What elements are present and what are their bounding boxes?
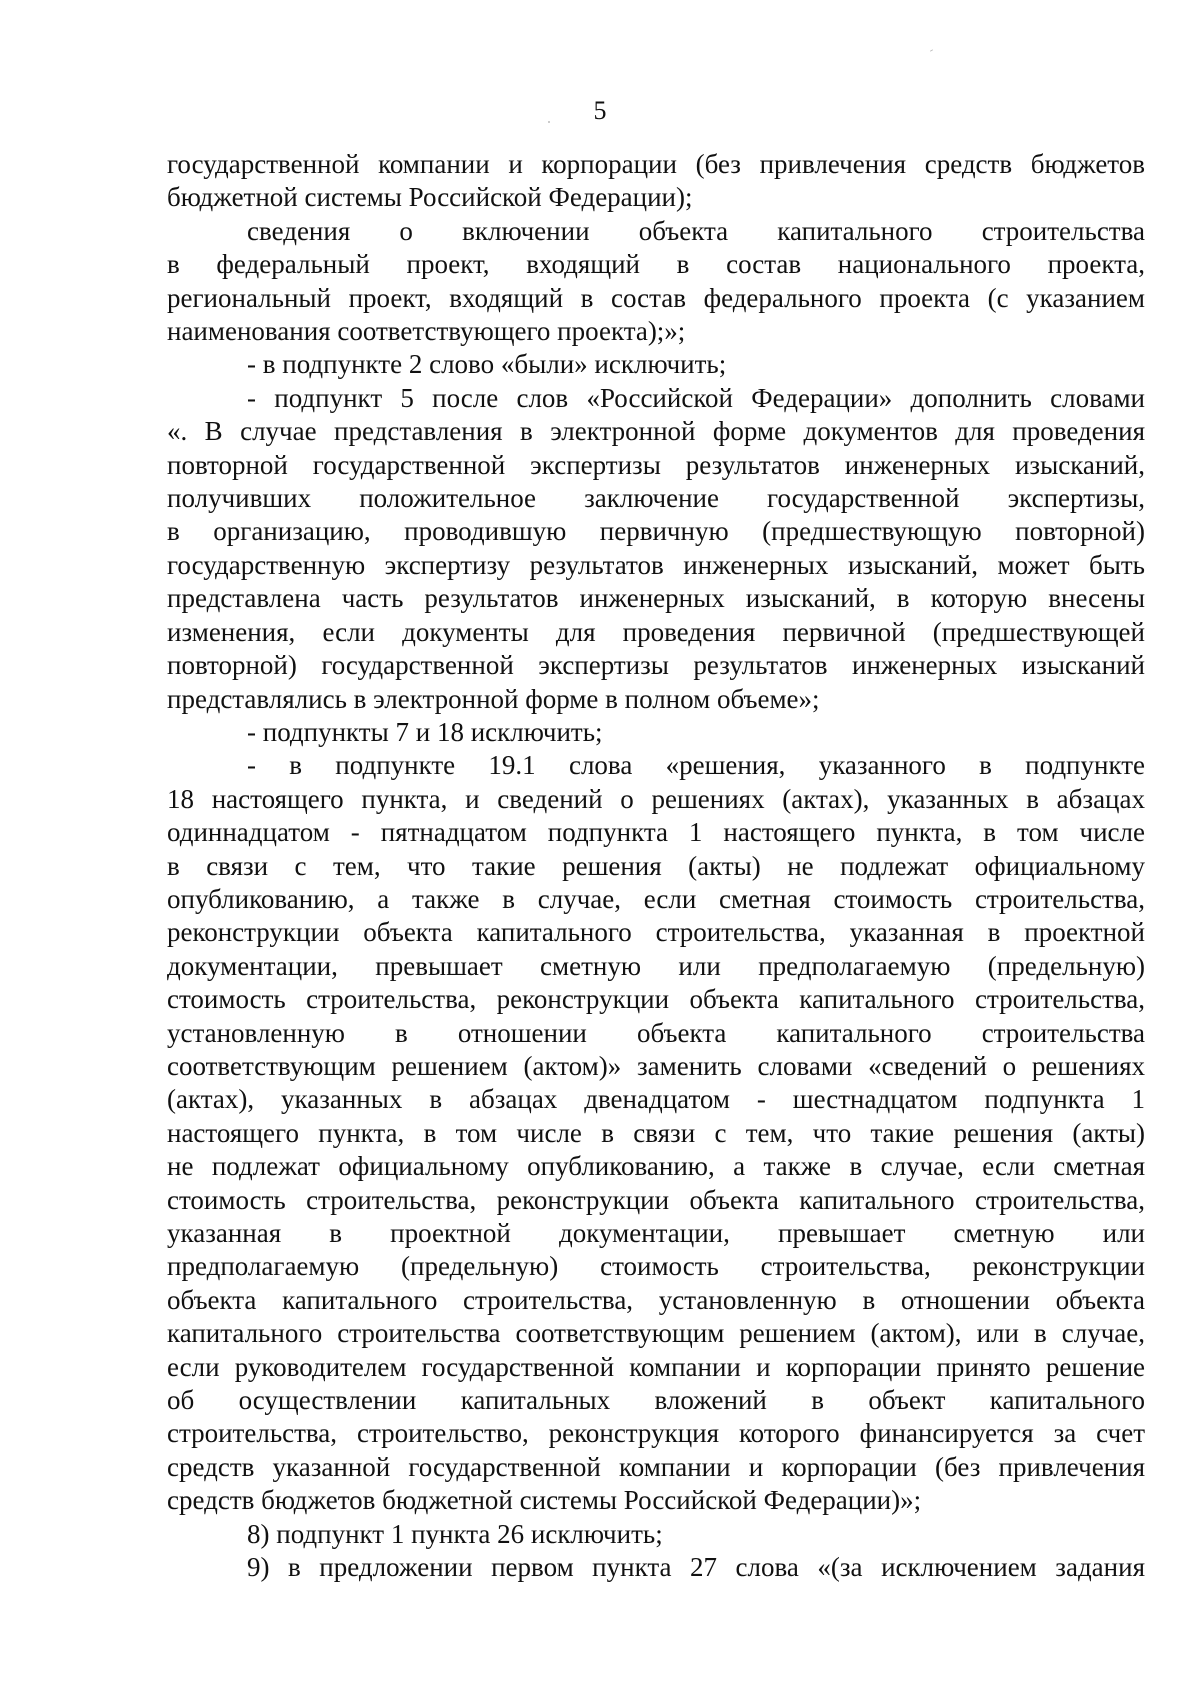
paragraph — [167, 716, 1145, 749]
text-line: соответствующим решением (актом)» заменить словами «сведений о решениях — [167, 1050, 1145, 1081]
text-line: реконструкции объекта капитального строительства, указанная в проектной — [167, 917, 1145, 948]
scan-speck — [548, 121, 550, 123]
text-line: стоимость строительства, реконструкции объекта капитального строительства, — [167, 984, 1145, 1015]
text-line: строительства, строительство, реконструкция которого финансируется за счет — [167, 1418, 1145, 1449]
text-line: объекта капитального строительства, установленную в отношении объекта — [167, 1284, 1145, 1315]
text-line: - подпункты 7 и 18 исключить; — [247, 716, 603, 747]
text-line: представлена часть результатов инженерных изысканий, в которую внесены — [167, 583, 1145, 614]
paragraph — [167, 1518, 1145, 1551]
scan-speck — [930, 49, 933, 51]
text-line: - подпункт 5 после слов «Российской Федерации» дополнить словами — [247, 382, 1145, 413]
text-line: наименования соответствующего проекта);»; — [167, 316, 686, 347]
text-line: 8) подпункт 1 пункта 26 исключить; — [247, 1518, 663, 1549]
document-body — [167, 148, 1145, 1584]
text-line: стоимость строительства, реконструкции объекта капитального строительства, — [167, 1184, 1145, 1215]
text-line: - в подпункте 2 слово «были» исключить; — [247, 349, 727, 380]
text-line: в связи с тем, что такие решения (акты) не подлежат официальному — [167, 850, 1145, 881]
text-line: 9) в предложении первом пункта 27 слова «(за исключением задания — [247, 1552, 1145, 1583]
page-number: 5 — [593, 96, 607, 125]
text-line: региональный проект, входящий в состав федерального проекта (с указанием — [167, 282, 1145, 313]
text-line: сведения о включении объекта капитального строительства — [247, 215, 1145, 246]
text-line: государственную экспертизу результатов инженерных изысканий, может быть — [167, 549, 1145, 580]
paragraph — [167, 382, 1145, 716]
paragraph — [167, 749, 1145, 1517]
paragraph — [167, 1551, 1145, 1584]
text-line: указанная в проектной документации, превышает сметную или — [167, 1218, 1145, 1248]
text-line: опубликованию, а также в случае, если сметная стоимость строительства, — [167, 883, 1145, 914]
text-line: государственной компании и корпорации (без привлечения средств бюджетов — [167, 149, 1145, 179]
text-line: повторной) государственной экспертизы результатов инженерных изысканий — [167, 650, 1145, 681]
text-line: предполагаемую (предельную) стоимость строительства, реконструкции — [167, 1251, 1145, 1282]
paragraph — [167, 215, 1145, 349]
text-line: в федеральный проект, входящий в состав национального проекта, — [167, 249, 1145, 280]
text-line: получивших положительное заключение государственной экспертизы, — [167, 483, 1145, 514]
paragraph — [167, 348, 1145, 381]
text-line: настоящего пункта, в том числе в связи с тем, что такие решения (акты) — [167, 1117, 1145, 1148]
text-line: об осуществлении капитальных вложений в объект капитального — [167, 1385, 1145, 1416]
paragraph — [167, 148, 1145, 215]
text-line: (актах), указанных в абзацах двенадцатом - шестнадцатом подпункта 1 — [167, 1084, 1145, 1115]
text-line: документации, превышает сметную или предполагаемую (предельную) — [167, 950, 1145, 981]
text-line: средств указанной государственной компании и корпорации (без привлечения — [167, 1451, 1145, 1482]
text-line: повторной государственной экспертизы результатов инженерных изысканий, — [167, 449, 1145, 480]
text-line: установленную в отношении объекта капитального строительства — [167, 1017, 1145, 1048]
text-line: изменения, если документы для проведения первичной (предшествующей — [167, 616, 1145, 647]
text-line: одиннадцатом - пятнадцатом подпункта 1 настоящего пункта, в том числе — [167, 817, 1145, 848]
text-line: капитального строительства соответствующим решением (актом), или в случае, — [167, 1318, 1145, 1349]
text-line: 18 настоящего пункта, и сведений о решениях (актах), указанных в абзацах — [167, 783, 1145, 814]
text-line: средств бюджетов бюджетной системы Российской Федерации)»; — [167, 1485, 922, 1516]
text-line: - в подпункте 19.1 слова «решения, указанного в подпункте — [247, 750, 1145, 781]
text-line: в организацию, проводившую первичную (предшествующую повторной) — [167, 516, 1145, 547]
text-line: бюджетной системы Российской Федерации); — [167, 182, 693, 213]
text-line: «. В случае представления в электронной форме документов для проведения — [167, 416, 1145, 447]
text-line: представлялись в электронной форме в полном объеме»; — [167, 683, 820, 714]
text-line: если руководителем государственной компании и корпорации принято решение — [167, 1351, 1145, 1382]
text-line: не подлежат официальному опубликованию, а также в случае, если сметная — [167, 1151, 1145, 1182]
